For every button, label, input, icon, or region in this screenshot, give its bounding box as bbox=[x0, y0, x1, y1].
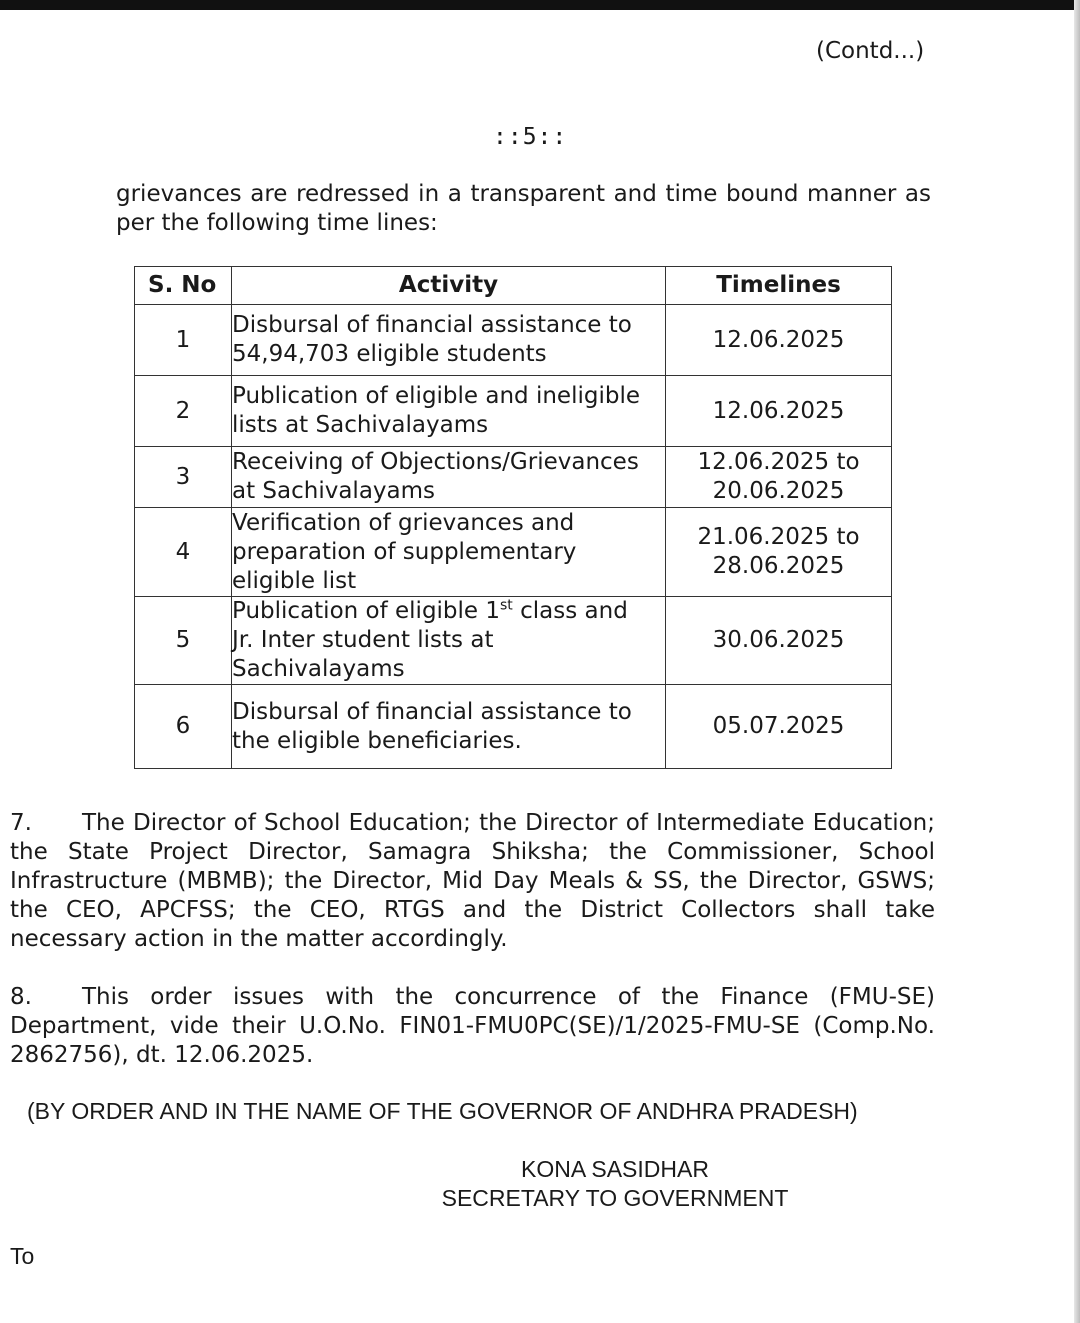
row-sno: 5 bbox=[135, 597, 232, 685]
paragraph-7 bbox=[10, 809, 935, 954]
row-timeline: 21.06.2025 to 28.06.2025 bbox=[666, 508, 892, 597]
row-activity: Disbursal of financial assistance to 54,94,703 eligible students bbox=[232, 305, 666, 376]
header-sno: S. No bbox=[135, 267, 232, 305]
signatory-designation: SECRETARY TO GOVERNMENT bbox=[441, 1185, 789, 1211]
row-timeline: 30.06.2025 bbox=[666, 597, 892, 685]
paragraph-text: This order issues with the concurrence of the Finance (FMU-SE) Department, vide their U.O.No. FIN01-FMU0PC(SE)/1/2025-FMU-SE (Comp.No. 2862756), dt. 12.06.2025. bbox=[10, 984, 935, 1068]
row-sno: 4 bbox=[135, 508, 232, 597]
row-activity: Receiving of Objections/Grievances at Sachivalayams bbox=[232, 447, 666, 508]
table-row bbox=[135, 376, 892, 447]
header-timelines: Timelines bbox=[666, 267, 892, 305]
row-activity: Publication of eligible 1st class and Jr. Inter student lists at Sachivalayams bbox=[232, 597, 666, 685]
row-timeline: 05.07.2025 bbox=[666, 685, 892, 769]
table-row bbox=[135, 447, 892, 508]
governor-order-line: (BY ORDER AND IN THE NAME OF THE GOVERNOR OF ANDHRA PRADESH) bbox=[27, 1098, 858, 1124]
row-activity: Verification of grievances and preparation of supplementary eligible list bbox=[232, 508, 666, 597]
table-row bbox=[135, 305, 892, 376]
page-number: ::5:: bbox=[493, 124, 568, 150]
row-timeline: 12.06.2025 bbox=[666, 376, 892, 447]
row-activity: Disbursal of financial assistance to the eligible beneficiaries. bbox=[232, 685, 666, 769]
table-header-row bbox=[135, 267, 892, 305]
intro-paragraph: grievances are redressed in a transparent and time bound manner as per the following time lines: bbox=[116, 181, 931, 236]
row-timeline: 12.06.2025 to 20.06.2025 bbox=[666, 447, 892, 508]
row-timeline: 12.06.2025 bbox=[666, 305, 892, 376]
row-sno: 3 bbox=[135, 447, 232, 508]
row-sno: 2 bbox=[135, 376, 232, 447]
continued-label: (Contd...) bbox=[816, 38, 925, 64]
to-label: To bbox=[10, 1243, 35, 1269]
table-row bbox=[135, 597, 892, 685]
paragraph-8 bbox=[10, 983, 935, 1070]
row-activity: Publication of eligible and ineligible lists at Sachivalayams bbox=[232, 376, 666, 447]
signatory-block bbox=[434, 1155, 796, 1213]
paragraph-number: 7. bbox=[10, 810, 32, 836]
signatory-name: KONA SASIDHAR bbox=[521, 1156, 709, 1182]
paragraph-number: 8. bbox=[10, 984, 32, 1010]
timeline-table bbox=[134, 266, 892, 769]
row-sno: 1 bbox=[135, 305, 232, 376]
table-row bbox=[135, 685, 892, 769]
row-sno: 6 bbox=[135, 685, 232, 769]
page-edge bbox=[1074, 0, 1080, 1323]
table-row bbox=[135, 508, 892, 597]
header-activity: Activity bbox=[232, 267, 666, 305]
paragraph-text: The Director of School Education; the Director of Intermediate Education; the State Project Director, Samagra Shiksha; the Commissioner, School Infrastructure (MBMB); the Director, Mid Day Meals & SS, the Director, GSWS; the CEO, APCFSS; the CEO, RTGS and the District Collectors shall take necessary action in the matter accordingly. bbox=[10, 810, 935, 952]
top-border bbox=[0, 0, 1080, 10]
